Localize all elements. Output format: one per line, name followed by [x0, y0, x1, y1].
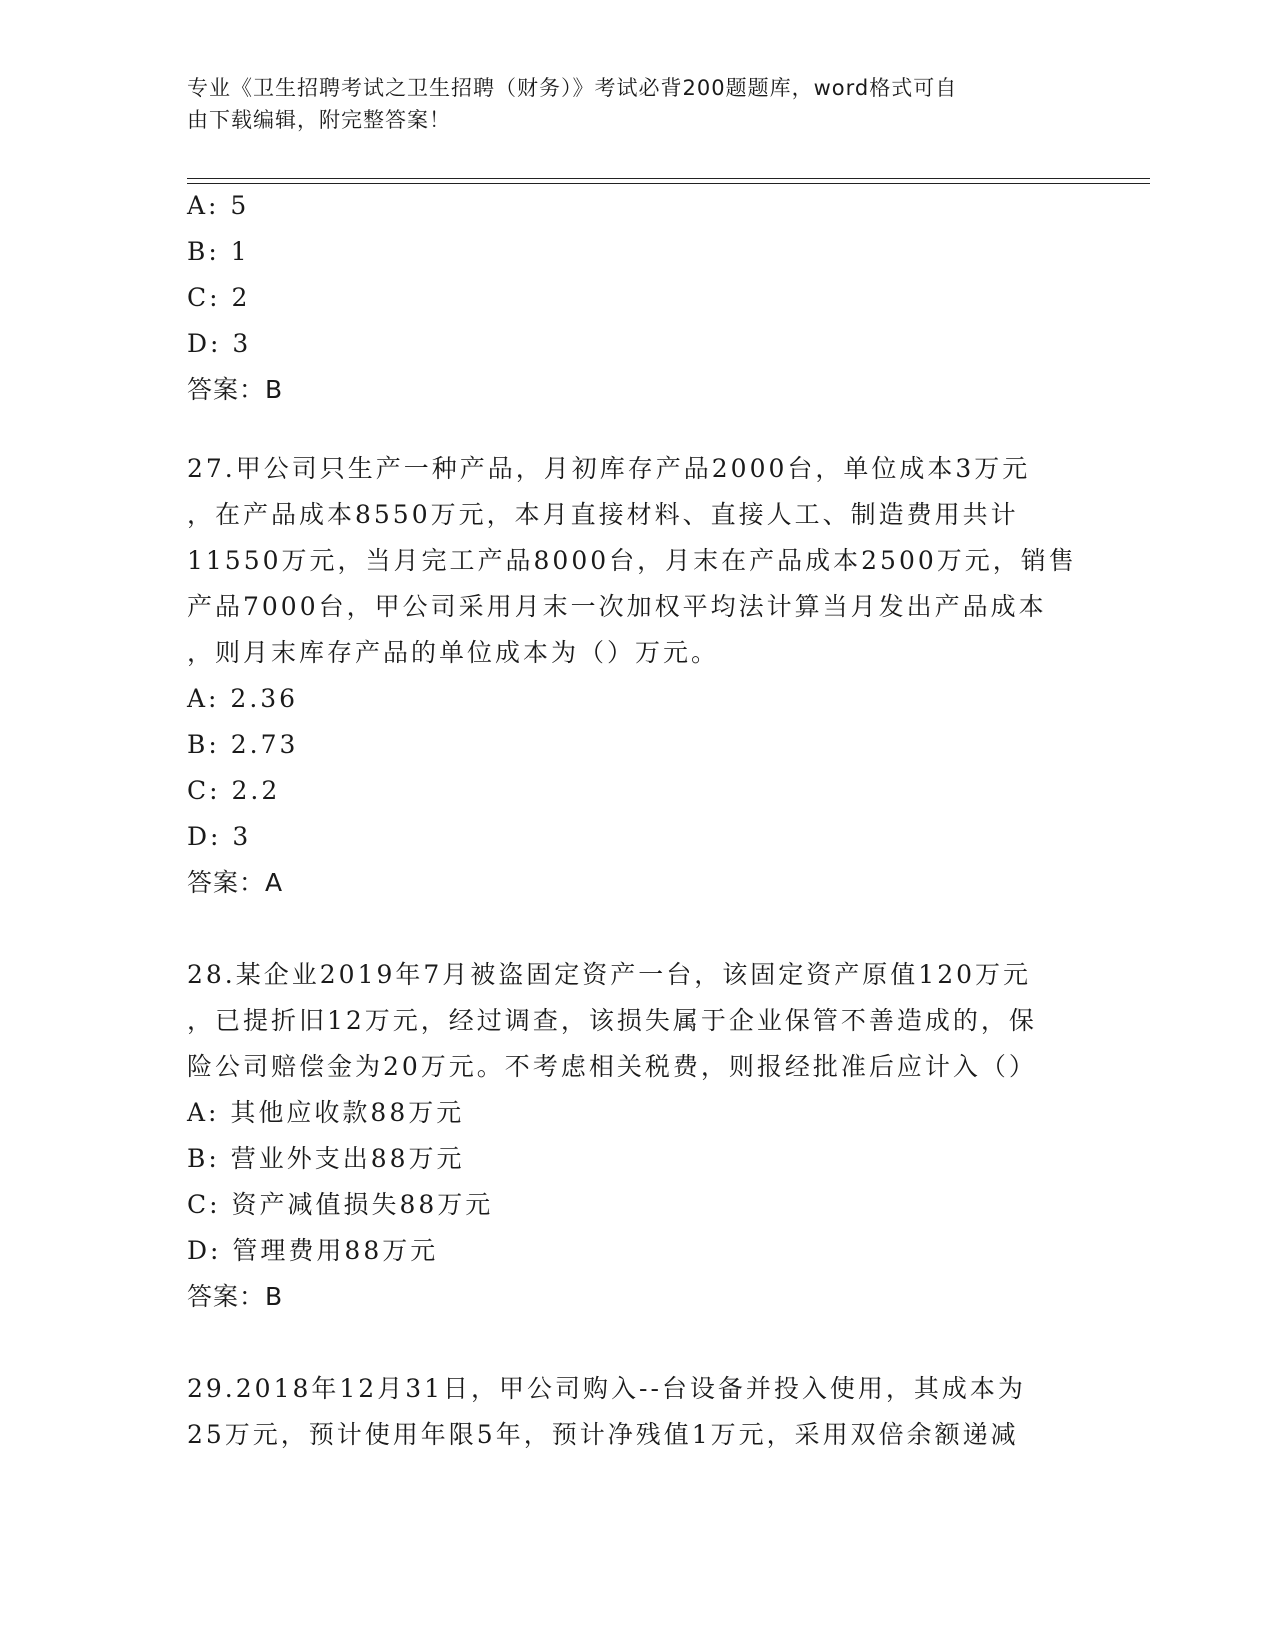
question-text-line: 11550万元，当月完工产品8000台，月末在产品成本2500万元，销售: [187, 546, 1077, 575]
option-a: A: 5: [187, 191, 250, 220]
question-27: [187, 446, 1087, 906]
header-line-1: 专业《卫生招聘考试之卫生招聘（财务）》考试必背200题题库，word格式可自: [187, 76, 958, 100]
header-rule-top: [187, 178, 1150, 179]
question-text-line: ，已提折旧12万元，经过调查，该损失属于企业保管不善造成的，保: [187, 1006, 1037, 1035]
option-b: B: 1: [187, 237, 250, 266]
question-29: [187, 1366, 1087, 1458]
answer: 答案：B: [187, 1282, 284, 1311]
option-a: A: 2.36: [187, 684, 299, 713]
question-28: [187, 952, 1087, 1320]
question-text-line: ，在产品成本8550万元，本月直接材料、直接人工、制造费用共计: [187, 500, 1019, 529]
question-26: [187, 183, 1087, 413]
answer: 答案：B: [187, 375, 284, 404]
question-text-line: ，则月末库存产品的单位成本为（）万元。: [187, 638, 720, 667]
option-b: B: 2.73: [187, 730, 299, 759]
option-d: D: 管理费用88万元: [187, 1236, 439, 1265]
option-c: C: 2.2: [187, 776, 281, 805]
question-text-line: 产品7000台，甲公司采用月末一次加权平均法计算当月发出产品成本: [187, 592, 1047, 621]
question-text-line: 29.2018年12月31日，甲公司购入--台设备并投入使用，其成本为: [187, 1374, 1026, 1403]
question-text-line: 25万元，预计使用年限5年，预计净残值1万元，采用双倍余额递减: [187, 1420, 1019, 1449]
option-c: C: 资产减值损失88万元: [187, 1190, 494, 1219]
document-header: [187, 72, 1067, 136]
header-line-2: 由下载编辑，附完整答案！: [187, 108, 451, 132]
question-text-line: 险公司赔偿金为20万元。不考虑相关税费，则报经批准后应计入（）: [187, 1052, 1037, 1081]
option-c: C: 2: [187, 283, 251, 312]
question-text-line: 27.甲公司只生产一种产品，月初库存产品2000台，单位成本3万元: [187, 454, 1031, 483]
question-text-line: 28.某企业2019年7月被盗固定资产一台，该固定资产原值120万元: [187, 960, 1032, 989]
answer: 答案：A: [187, 868, 284, 897]
option-b: B: 营业外支出88万元: [187, 1144, 465, 1173]
option-a: A: 其他应收款88万元: [187, 1098, 465, 1127]
option-d: D: 3: [187, 822, 252, 851]
option-d: D: 3: [187, 329, 252, 358]
